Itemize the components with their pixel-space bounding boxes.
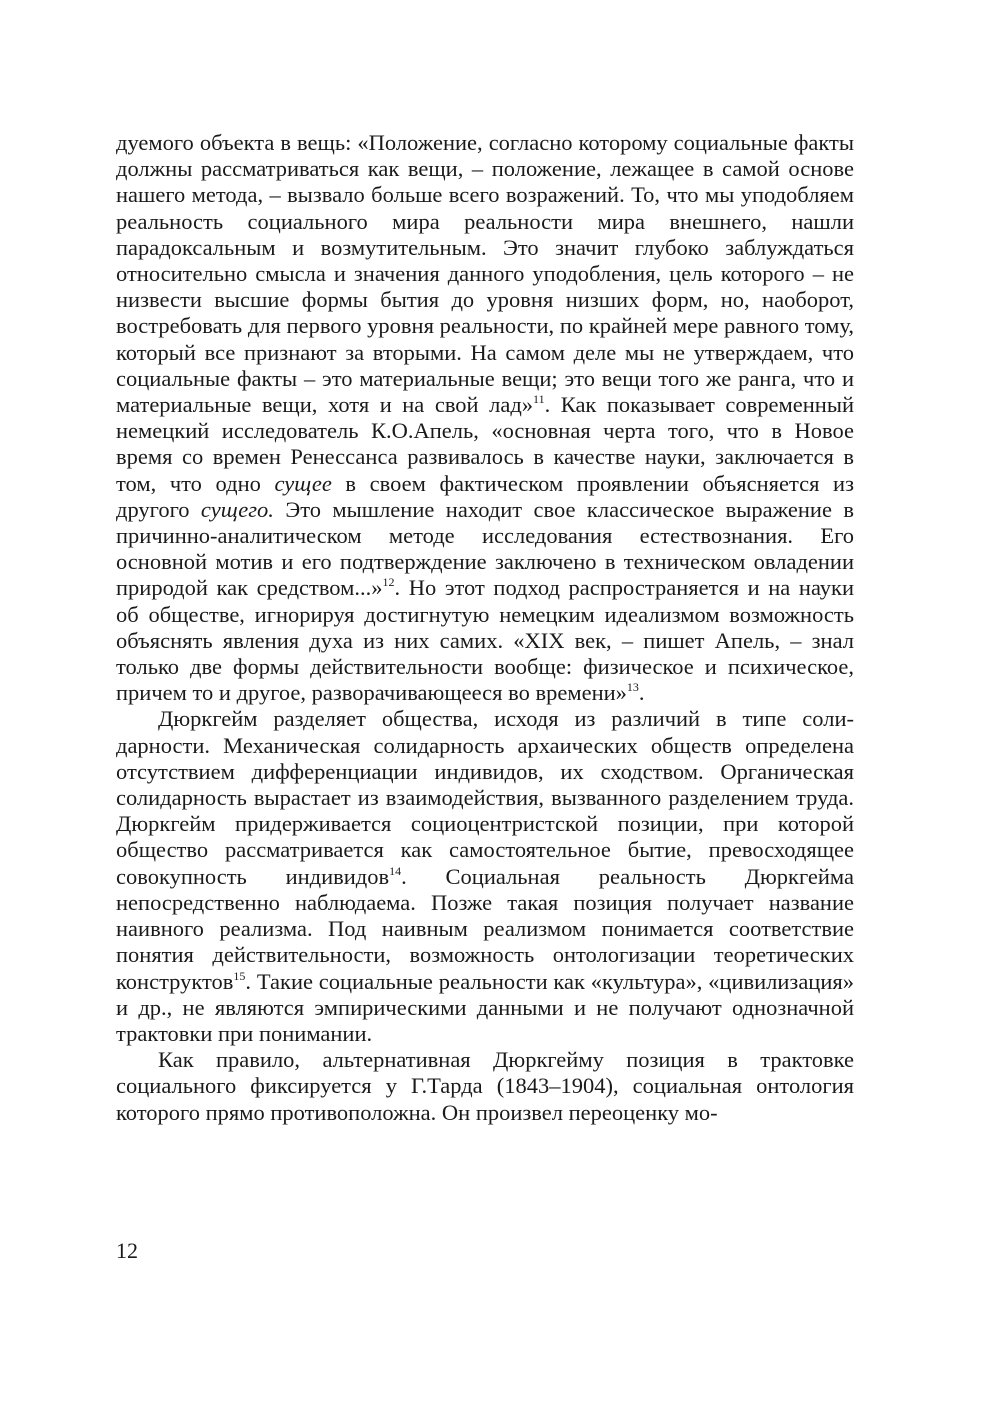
body-text — [116, 130, 854, 1126]
text-run: . — [638, 680, 645, 706]
footnote-ref: 14 — [389, 863, 402, 878]
paragraph-3 — [116, 1047, 854, 1126]
paragraph-1 — [116, 130, 854, 706]
text-run: . Такие социальные реальности как «культура», «цивилизация» и др., не являются эмпирическими данными и не получают однозначной трактовки при понимании. — [116, 968, 854, 1046]
text-run: Как правило, альтернативная Дюркгейму позиция в трактовке социального фиксируется у Г.Тарда (1843–1904), социальная онтология которого прямо противоположна. Он произвел переоценку мо- — [116, 1047, 854, 1125]
footnote-ref: 12 — [382, 575, 395, 590]
paragraph-2 — [116, 706, 854, 1047]
text-run: дуемого объекта в вещь: «Положение, согласно которому социальные факты должны рассматриваться как вещи, – положение, лежащее в самой основе нашего метода, – вызвало больше всего возражений. То, что мы уподобляем реальность социального мира реальности мира внешнего, нашли парадоксальным и возмутительным. Это значит глубоко заблуждаться относительно смысла и значения данного уподобления, цель которого – не низвести высшие формы бытия до уровня низших форм, но, наоборот, востребовать для первого уровня реальности, по крайней мере равного тому, который все признают за вторыми. На самом деле мы не утверждаем, что социальные факты – это материальные вещи; это вещи того же ранга, что и материальные вещи, хотя и на свой лад» — [116, 130, 854, 418]
footnote-ref: 15 — [233, 968, 246, 983]
footnote-ref: 11 — [533, 392, 545, 407]
page-number: 12 — [116, 1238, 138, 1263]
text-run: . Как показывает современный немецкий исследователь К.О.Апель, «основная черта того, что в Новое время со времен Ренессанса развивалось в качестве науки, заключается в том, что одно — [116, 392, 854, 496]
text-run: . Социальная реальность Дюркгейма непосредственно наблюдаема. Позже такая позиция получает название наивного реализма. Под наивным реализмом понимается соответствие понятия действительности, возможность онтологизации теоретических конструктов — [116, 863, 854, 994]
text-run: Это мышление находит свое классическое выражение в причинно-аналитическом методе исследования естествознания. Его основной мотив и его подтверждение заключено в техническом овладении природой как средством...» — [116, 496, 854, 601]
text-run: . Но этот подход распространяется и на науки об обществе, игнорируя достигнутую немецким идеализмом возможность объяснять явления духа из них самих. «XIX век, – пишет Апель, – знал только две формы действительности вообще: физическое и психическое, причем то и другое, разворачивающееся во времени» — [116, 575, 855, 706]
italic-term: сущего. — [200, 496, 274, 522]
text-run: Дюркгейм разделяет общества, исходя из различий в типе солидарности. Механическая солидарность архаических обществ определена отсутствием дифференциации индивидов, их сходством. Органическая солидарность вырастает из взаимодействия, вызванного разделением труда. Дюркгейм придерживается социоцентристской позиции, при которой общество рассматривается как самостоятельное бытие, превосходящее совокупность индивидов — [116, 706, 854, 889]
italic-term: сущее — [274, 470, 332, 496]
footnote-ref: 13 — [626, 680, 639, 695]
text-run: в своем фактическом проявлении объясняется из другого — [116, 470, 854, 522]
